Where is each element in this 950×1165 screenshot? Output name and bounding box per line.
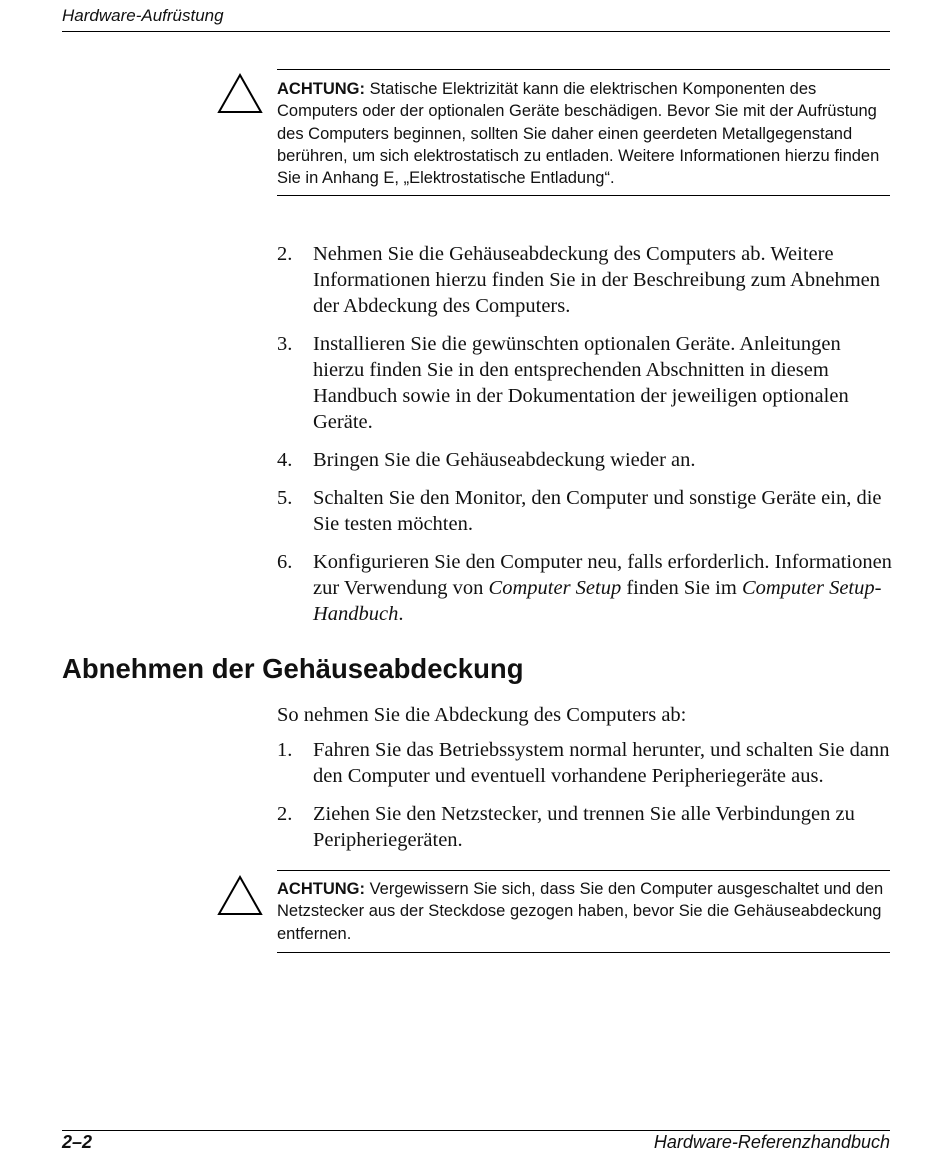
step-number: 2. (277, 243, 293, 265)
step-number: 5. (277, 487, 293, 509)
footer-book-title: Hardware-Referenzhandbuch (653, 1132, 890, 1152)
step-number: 6. (277, 551, 293, 573)
caution-label: ACHTUNG: (277, 880, 365, 898)
section-intro: So nehmen Sie die Abdeckung des Computers ab: (277, 704, 687, 726)
warning-triangle-icon (217, 874, 263, 916)
list-item (277, 331, 892, 435)
list-item (277, 801, 892, 853)
step-number: 3. (277, 333, 293, 355)
caution-box-power (277, 870, 890, 953)
header-rule (62, 31, 890, 32)
caution-text (277, 878, 890, 945)
caution-body: Statische Elektrizität kann die elektrischen Komponenten des Computers oder der optionalen Geräte beschädigen. Bevor Sie mit der Aufrüstung des Computers beginnen, sollten Sie daher einen geerdeten Metallgegenstand berühren, um sich elektrostatisch zu entladen. Weitere Informationen hierzu finden Sie in Anhang E, „Elektrostatische Entladung“. (277, 80, 880, 188)
page-number: 2–2 (62, 1132, 93, 1152)
list-item (277, 549, 892, 627)
removal-steps-list (277, 737, 892, 853)
emphasis-computer-setup: Computer Setup (488, 577, 622, 599)
step-text: Nehmen Sie die Gehäuseabdeckung des Computers ab. Weitere Informationen hierzu finden Sie in der Beschreibung zum Abnehmen der Abdeckung des Computers. (313, 243, 881, 317)
step-text-part: finden Sie im (621, 577, 742, 599)
section-heading: Abnehmen der Gehäuseabdeckung (62, 653, 524, 684)
list-item (277, 447, 892, 473)
footer-rule (62, 1130, 890, 1131)
caution-label: ACHTUNG: (277, 80, 365, 98)
running-header: Hardware-Aufrüstung (62, 6, 224, 25)
step-text: Installieren Sie die gewünschten optionalen Geräte. Anleitungen hierzu finden Sie in den entsprechenden Abschnitten in diesem Handbuch sowie in der Dokumentation der jeweiligen optionalen Geräte. (313, 333, 849, 433)
upgrade-steps-list (277, 241, 892, 627)
emphasis-setup-handbook: Computer Setup-Handbuch (313, 577, 882, 625)
step-text-part: Konfigurieren Sie den Computer neu, falls erforderlich. Informationen zur Verwendung von (313, 551, 892, 599)
step-text (313, 551, 892, 625)
step-number: 1. (277, 739, 293, 761)
step-text: Ziehen Sie den Netzstecker, und trennen Sie alle Verbindungen zu Peripheriegeräten. (313, 803, 855, 851)
step-number: 2. (277, 803, 293, 825)
list-item (277, 485, 892, 537)
caution-box-static (277, 69, 890, 196)
step-text: Schalten Sie den Monitor, den Computer und sonstige Geräte ein, die Sie testen möchten. (313, 487, 882, 535)
step-text: Fahren Sie das Betriebssystem normal herunter, und schalten Sie dann den Computer und eventuell vorhandene Peripheriegeräte aus. (313, 739, 890, 787)
list-item (277, 241, 892, 319)
step-text: Bringen Sie die Gehäuseabdeckung wieder an. (313, 449, 696, 471)
list-item (277, 737, 892, 789)
warning-triangle-icon (217, 72, 263, 114)
step-number: 4. (277, 449, 293, 471)
caution-text (277, 78, 890, 189)
caution-body: Vergewissern Sie sich, dass Sie den Computer ausgeschaltet und den Netzstecker aus der Steckdose gezogen haben, bevor Sie die Gehäuseabdeckung entfernen. (277, 880, 884, 943)
step-text-part: . (398, 603, 404, 625)
